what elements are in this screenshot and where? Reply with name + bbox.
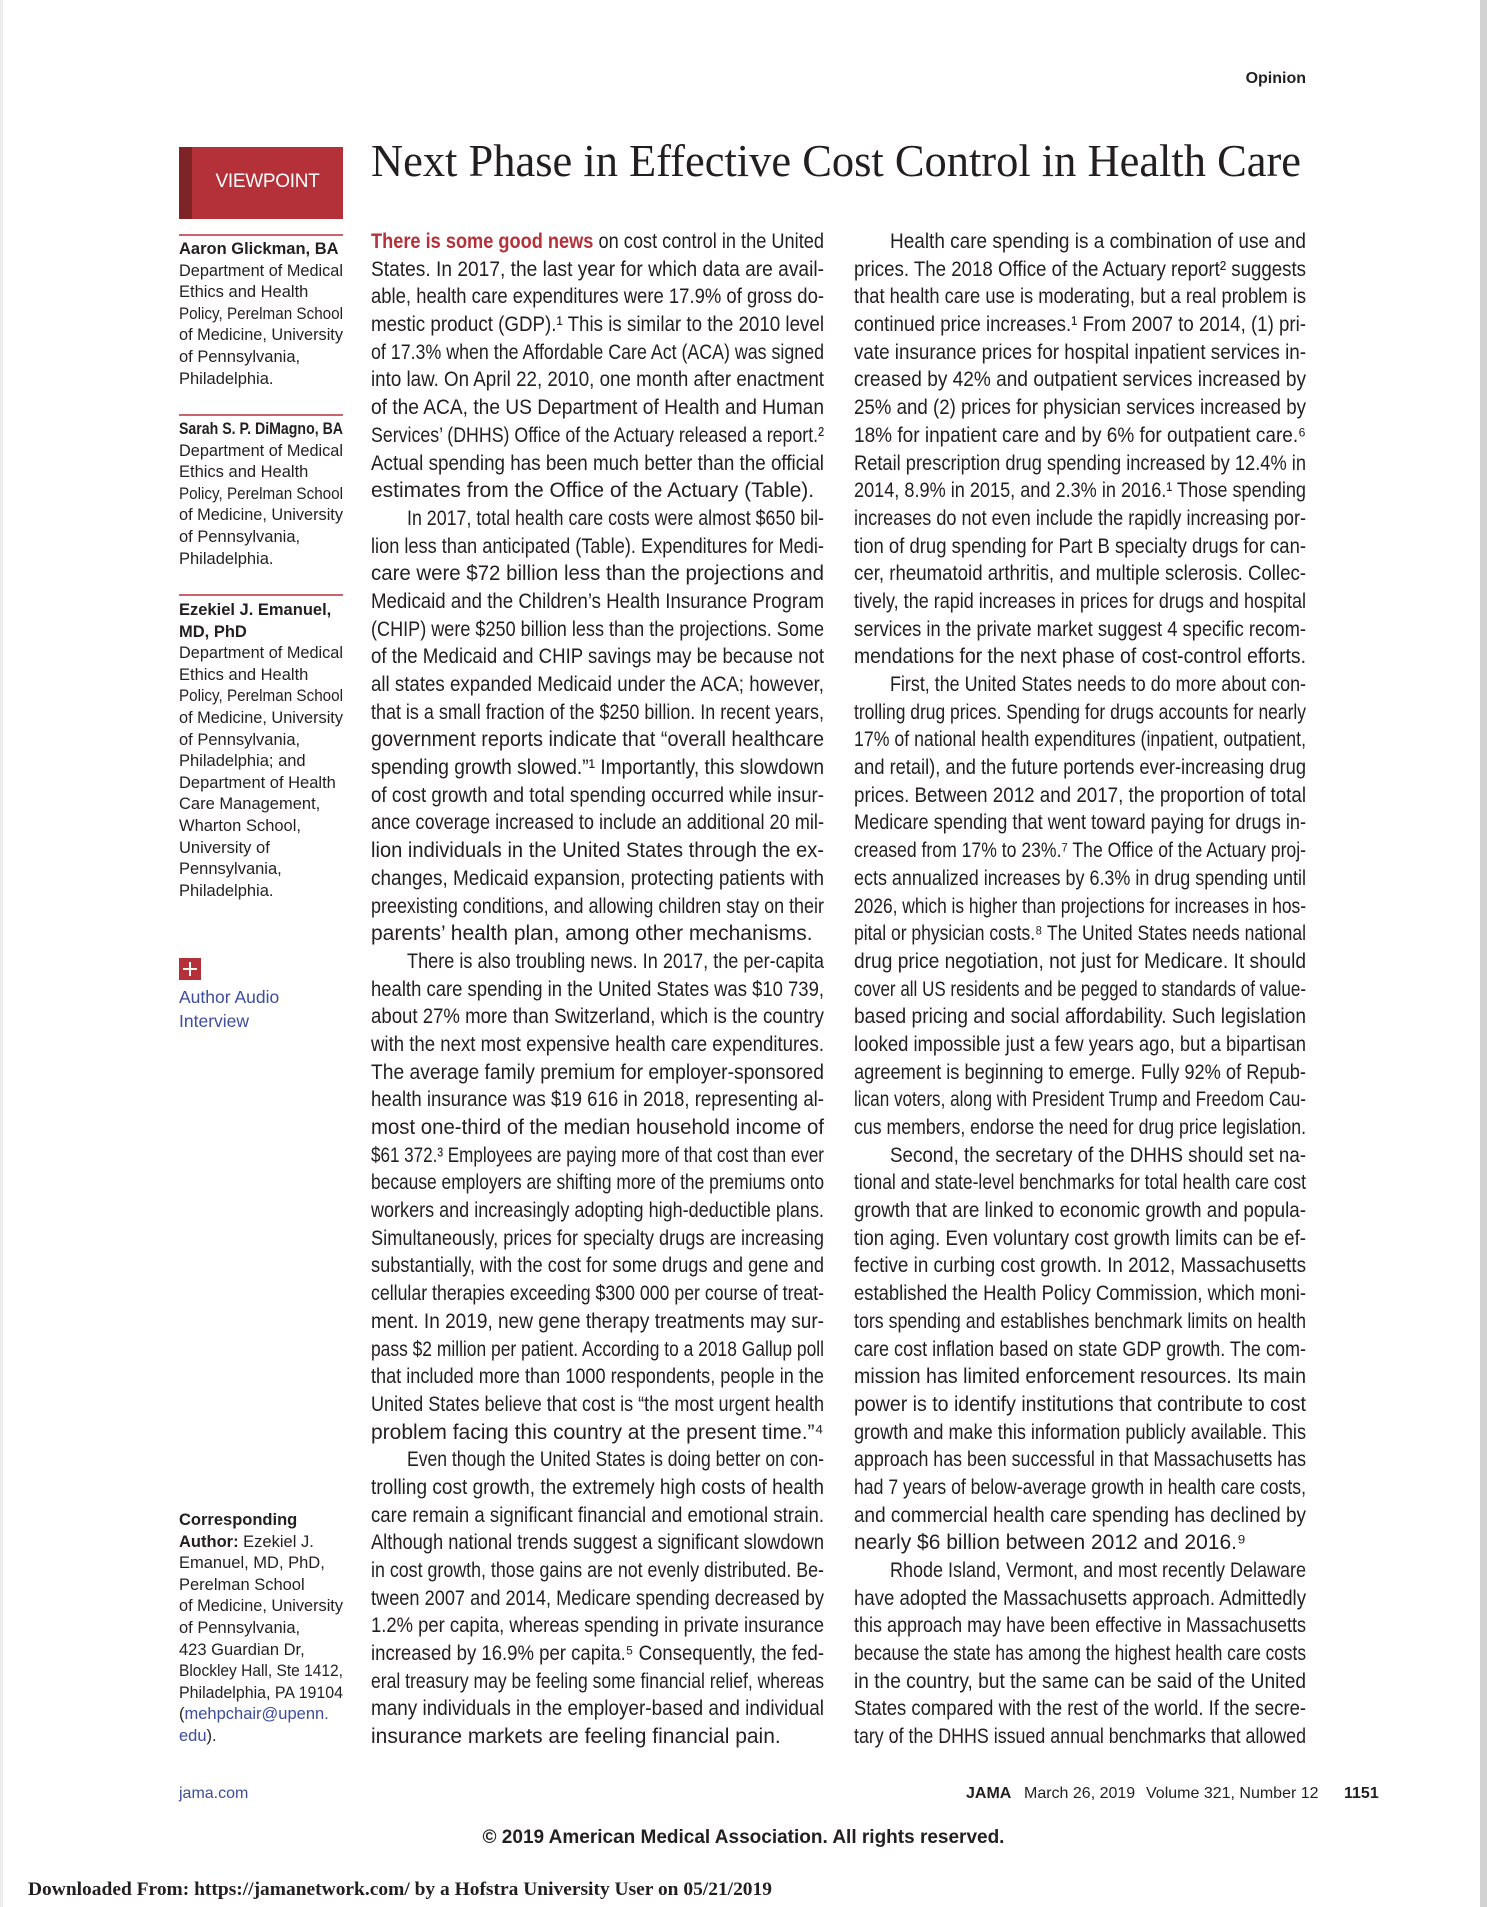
line-text: most one-third of the median household income of: [371, 1116, 824, 1139]
line-text: power is to identify institutions that contribute to cost: [854, 1392, 1306, 1416]
line-text: increases do not even include the rapidly increasing por-: [854, 506, 1306, 530]
line-text: creased from 17% to 23%.⁷ The Office of the Actuary proj-: [854, 839, 1306, 863]
line-text: care remain a significant financial and emotional strain.: [371, 1503, 824, 1527]
line-text: all states expanded Medicaid under the ACA; however,: [371, 673, 824, 696]
plus-icon[interactable]: [179, 958, 201, 980]
text-line: [371, 228, 824, 256]
text-line: [371, 616, 824, 644]
text-line: [854, 976, 1306, 1004]
article-type-badge: [179, 147, 343, 219]
text-line: [371, 1363, 824, 1391]
line-text: United States believe that cost is “the most urgent health: [371, 1392, 824, 1416]
line-text: have adopted the Massachusetts approach. Admittedly: [854, 1586, 1306, 1610]
text-line: [854, 616, 1306, 644]
text-line: [371, 1031, 824, 1059]
line-text: Rhode Island, Vermont, and most recently Delaware: [890, 1559, 1306, 1582]
line-text: care were $72 billion less than the projections and: [371, 562, 824, 586]
text-line: [371, 1086, 824, 1114]
text-line: [371, 837, 824, 865]
text-line: [854, 1114, 1306, 1142]
text-line: [371, 1169, 824, 1197]
text-line: [371, 1252, 824, 1280]
copyright-notice: © 2019 American Medical Association. All rights reserved.: [482, 1827, 1005, 1848]
author-affiliation: Philadelphia.: [179, 549, 274, 568]
line-text: that health care use is moderating, but a real problem is: [854, 285, 1306, 309]
page-number: 1151: [1344, 1785, 1379, 1802]
text-line: [854, 533, 1306, 561]
audio-link-line[interactable]: Author Audio: [179, 987, 280, 1007]
line-text: growth and make this information publicly available. This: [854, 1420, 1306, 1444]
text-line: [371, 256, 824, 284]
line-text: drug price negotiation, not just for Medicare. It should: [854, 949, 1306, 973]
line-text: increased by 16.9% per capita.⁵ Consequently, the fed-: [371, 1642, 824, 1666]
text-line: [371, 1419, 824, 1447]
text-line: [371, 1336, 824, 1364]
text-line: [854, 1668, 1306, 1696]
author-affiliation: Policy, Perelman School: [179, 484, 343, 503]
corresponding-line: Philadelphia, PA 19104: [179, 1683, 343, 1702]
corresponding-author: Corresponding Author: Ezekiel J. Emanuel, MD, PhD, Perelman School of Medicine, University of Pennsylvania, 423 Guardian Dr, Blockley Hall, Ste 1412, Philadelphia, PA 19104 (mehpchair@upenn. edu).: [179, 1510, 353, 1748]
text-line: [371, 1225, 824, 1253]
paragraph: [371, 948, 824, 1446]
line-text: Although national trends suggest a significant slowdown: [371, 1531, 824, 1555]
text-line: [854, 1502, 1306, 1530]
line-text: parents’ health plan, among other mechanisms.: [371, 922, 813, 946]
line-text: 25% and (2) prices for physician services increased by: [854, 396, 1306, 420]
line-text: substantially, with the cost for some drugs and gene and: [371, 1254, 824, 1278]
text-line: [371, 865, 824, 893]
author-name: Sarah S. P. DiMagno, BA: [179, 420, 343, 438]
line-text: because the state has among the highest health care costs: [854, 1642, 1306, 1666]
text-line: [854, 948, 1306, 976]
line-text: changes, Medicaid expansion, protecting patients with: [371, 866, 824, 890]
download-notice: Downloaded From: https://jamanetwork.com/ by a Hofstra University User on 05/21/2019: [28, 1879, 772, 1900]
author-affiliation: Ethics and Health: [179, 283, 309, 302]
line-text: States compared with the rest of the world. If the secre-: [854, 1697, 1306, 1721]
text-line: [854, 1419, 1306, 1447]
text-line: [854, 1640, 1306, 1668]
line-text: ment. In 2019, new gene therapy treatments may sur-: [371, 1309, 824, 1333]
line-text: prices. The 2018 Office of the Actuary report² suggests: [854, 257, 1306, 281]
line-text: care cost inflation based on state GDP growth. The com-: [854, 1337, 1306, 1361]
line-text: eral treasury may be feeling some financial relief, whereas: [371, 1669, 824, 1693]
issue-date: March 26, 2019: [1024, 1785, 1136, 1802]
paragraph: [854, 228, 1306, 671]
line-text: of the ACA, the US Department of Health and Human: [371, 396, 824, 420]
author-affiliation: of Pennsylvania,: [179, 347, 301, 366]
author-affiliation: University of: [179, 838, 270, 857]
line-text: health insurance was $19 616 in 2018, representing al-: [371, 1088, 824, 1112]
email-link[interactable]: mehpchair@upenn.: [184, 1705, 329, 1724]
text-line: [854, 1059, 1306, 1087]
text-line: [854, 1585, 1306, 1613]
text-line: [371, 1640, 824, 1668]
text-line: [854, 893, 1306, 921]
line-text: 1.2% per capita, whereas spending in private insurance: [371, 1614, 824, 1638]
text-line: [890, 1557, 1306, 1585]
author-block: [179, 239, 357, 390]
text-line: [854, 1695, 1306, 1723]
paragraph: [371, 505, 824, 948]
author-affiliation: Pennsylvania,: [179, 860, 282, 879]
text-line: [371, 422, 824, 450]
text-line: [854, 505, 1306, 533]
line-text: lion individuals in the United States through the ex-: [371, 839, 824, 863]
line-text: pass $2 million per patient. According to a 2018 Gallup poll: [371, 1337, 824, 1361]
author-affiliation: of Medicine, University: [179, 326, 343, 345]
text-line: [371, 1612, 824, 1640]
body-column-1: [371, 228, 824, 1751]
text-line: [854, 1197, 1306, 1225]
line-text: on cost control in the United: [593, 230, 824, 253]
text-line: [371, 1474, 824, 1502]
author-divider: [179, 234, 343, 236]
author-affiliation: Philadelphia.: [179, 881, 274, 900]
volume-number: Volume 321, Number 12: [1146, 1785, 1319, 1802]
line-text: growth that are linked to economic growth and popula-: [854, 1199, 1306, 1223]
line-text: fective in curbing cost growth. In 2012, Massachusetts: [854, 1254, 1306, 1278]
line-text: in cost growth, those gains are not evenly distributed. Be-: [371, 1559, 824, 1582]
line-text: cer, rheumatoid arthritis, and multiple sclerosis. Collec-: [854, 562, 1306, 586]
author-affiliation: of Pennsylvania,: [179, 527, 301, 546]
author-affiliation: Department of Medical: [179, 644, 343, 663]
line-text: $61 372.³ Employees are paying more of that cost than ever: [371, 1143, 824, 1167]
text-line: [371, 1723, 824, 1751]
line-text: In 2017, total health care costs were almost $650 bil-: [407, 506, 824, 530]
author-name: Aaron Glickman, BA: [179, 240, 339, 258]
author-affiliation: Wharton School,: [179, 816, 301, 835]
text-line: [854, 1252, 1306, 1280]
text-line: [854, 1474, 1306, 1502]
line-text: lican voters, along with President Trump and Freedom Cau-: [854, 1088, 1306, 1112]
text-line: [371, 394, 824, 422]
text-line: [371, 1585, 824, 1613]
text-line: [854, 1336, 1306, 1364]
author-affiliation: Policy, Perelman School: [179, 304, 343, 323]
line-text: spending growth slowed.”¹ Importantly, this slowdown: [371, 756, 824, 780]
text-line: [371, 1059, 824, 1087]
line-text: tors spending and establishes benchmark limits on health: [854, 1309, 1306, 1333]
text-line: [371, 533, 824, 561]
corresponding-line: of Medicine, University: [179, 1597, 343, 1616]
line-text: nearly $6 billion between 2012 and 2016.⁹: [854, 1531, 1246, 1555]
line-text: Health care spending is a combination of use and: [890, 230, 1306, 253]
journal-name: JAMA: [966, 1785, 1012, 1802]
badge-strip: [179, 147, 192, 219]
line-text: mendations for the next phase of cost-control efforts.: [854, 645, 1306, 669]
author-affiliation: of Medicine, University: [179, 506, 343, 525]
text-line: [854, 1225, 1306, 1253]
line-text: Retail prescription drug spending increased by 12.4% in: [854, 451, 1306, 475]
author-name: MD, PhD: [179, 622, 247, 641]
line-text: continued price increases.¹ From 2007 to 2014, (1) pri-: [854, 313, 1306, 337]
line-text: Services’ (DHHS) Office of the Actuary released a report.²: [371, 423, 824, 447]
text-line: [854, 1391, 1306, 1419]
line-text: tion aging. Even voluntary cost growth limits can be ef-: [854, 1226, 1306, 1250]
line-text: 2014, 8.9% in 2015, and 2.3% in 2016.¹ Those spending: [854, 479, 1306, 503]
line-text: tional and state-level benchmarks for total health care cost: [854, 1171, 1306, 1195]
line-text: 17% of national health expenditures (inpatient, outpatient,: [854, 728, 1306, 752]
line-text: approach has been successful in that Massachusetts has: [854, 1448, 1306, 1472]
author-affiliation: Department of Medical: [179, 441, 343, 460]
line-text: There is also troubling news. In 2017, the per-capita: [407, 949, 824, 973]
text-line: [371, 782, 824, 810]
text-line: [854, 450, 1306, 478]
paragraph: [854, 1557, 1306, 1751]
text-line: [854, 283, 1306, 311]
line-text: ance coverage increased to include an additional 20 mil-: [371, 811, 824, 835]
text-line: [854, 1529, 1306, 1557]
section-label: Opinion: [1245, 70, 1306, 87]
line-text: Medicaid and the Children’s Health Insurance Program: [371, 589, 824, 613]
line-text: able, health care expenditures were 17.9% of gross do-: [371, 285, 824, 309]
text-line: [371, 699, 824, 727]
line-text: health care spending in the United States was $10 739,: [371, 977, 824, 1001]
text-line: [890, 671, 1306, 699]
line-text: because employers are shifting more of the premiums onto: [371, 1171, 824, 1195]
text-line: [407, 948, 824, 976]
author-affiliation: Philadelphia; and: [179, 752, 306, 771]
corresponding-line: 423 Guardian Dr,: [179, 1640, 305, 1659]
line-text: into law. On April 22, 2010, one month after enactment: [371, 368, 824, 392]
line-text: of the Medicaid and CHIP savings may be because not: [371, 645, 824, 669]
article-title: Next Phase in Effective Cost Control in Health Care: [371, 135, 1301, 186]
line-text: prices. Between 2012 and 2017, the proportion of total: [854, 783, 1306, 807]
paragraph: [371, 1446, 824, 1751]
text-line: [854, 643, 1306, 671]
corresponding-line: Ezekiel J.: [243, 1532, 314, 1551]
article-type-label: VIEWPOINT: [215, 171, 320, 192]
text-line: [371, 671, 824, 699]
text-line: [371, 1142, 824, 1170]
text-line: [371, 1308, 824, 1336]
paragraph: [854, 1142, 1306, 1557]
line-text: Even though the United States is doing better on con-: [407, 1448, 824, 1472]
line-text: trolling drug prices. Spending for drugs accounts for nearly: [854, 700, 1306, 724]
line-text: insurance markets are feeling financial pain.: [371, 1725, 781, 1749]
author-affiliation: Policy, Perelman School: [179, 687, 343, 706]
line-text: 2026, which is higher than projections for increases in hos-: [854, 894, 1306, 918]
corresponding-line: Perelman School: [179, 1575, 305, 1594]
text-line: [854, 339, 1306, 367]
text-line: [371, 643, 824, 671]
line-text: problem facing this country at the present time.”⁴: [371, 1420, 824, 1444]
author-affiliation: Ethics and Health: [179, 665, 309, 684]
line-text: (CHIP) were $250 billion less than the projections. Some: [371, 617, 824, 641]
text-line: [371, 920, 824, 948]
line-text: of cost growth and total spending occurred while insur-: [371, 783, 824, 807]
author-affiliation: of Pennsylvania,: [179, 730, 301, 749]
text-line: [371, 1391, 824, 1419]
line-text: Medicare spending that went toward paying for drugs in-: [854, 811, 1306, 835]
lead-in: There is some good news: [371, 230, 594, 253]
corresponding-line: Blockley Hall, Ste 1412,: [179, 1662, 343, 1681]
line-text: pital or physician costs.⁸ The United States needs national: [854, 922, 1306, 946]
audio-link-line[interactable]: Interview: [179, 1011, 250, 1031]
line-text: tion of drug spending for Part B specialty drugs for can-: [854, 534, 1306, 558]
text-line: [854, 560, 1306, 588]
corresponding-line: Emanuel, MD, PhD,: [179, 1554, 325, 1573]
line-text: Second, the secretary of the DHHS should set na-: [890, 1143, 1306, 1167]
text-line: [371, 976, 824, 1004]
text-line: [854, 256, 1306, 284]
email-link[interactable]: edu: [179, 1726, 207, 1745]
text-line: [854, 726, 1306, 754]
line-text: vate insurance prices for hospital inpatient services in-: [854, 340, 1306, 364]
site-link[interactable]: jama.com: [179, 1785, 249, 1802]
line-text: lion less than anticipated (Table). Expenditures for Medi-: [371, 534, 824, 558]
text-line: [854, 1280, 1306, 1308]
text-line: [371, 754, 824, 782]
author-affiliation: Department of Health: [179, 773, 336, 792]
line-text: that included more than 1000 respondents, people in the: [371, 1365, 824, 1389]
line-text: that is a small fraction of the $250 billion. In recent years,: [371, 700, 824, 724]
line-text: estimates from the Office of the Actuary (Table).: [371, 479, 815, 503]
corresponding-label: Author:: [179, 1532, 239, 1551]
line-text: services in the private market suggest 4 specific recom-: [854, 617, 1306, 641]
text-line: [854, 588, 1306, 616]
text-line: [371, 560, 824, 588]
text-line: [371, 809, 824, 837]
text-line: [371, 283, 824, 311]
text-line: [854, 699, 1306, 727]
text-line: [371, 311, 824, 339]
line-text: this approach may have been effective in Massachusetts: [854, 1614, 1306, 1638]
line-text: looked impossible just a few years ago, but a bipartisan: [854, 1032, 1306, 1056]
line-text: tary of the DHHS issued annual benchmarks that allowed: [854, 1725, 1306, 1749]
author-block: [179, 419, 370, 570]
line-text: mission has limited enforcement resources. Its main: [854, 1365, 1306, 1389]
text-line: [854, 809, 1306, 837]
text-line: [854, 1003, 1306, 1031]
text-line: [854, 920, 1306, 948]
text-line: [371, 1197, 824, 1225]
line-text: The average family premium for employer-sponsored: [371, 1060, 824, 1084]
text-line: [854, 782, 1306, 810]
text-line: [854, 1031, 1306, 1059]
line-text: preexisting conditions, and allowing children stay on their: [371, 894, 824, 918]
text-line: [890, 228, 1306, 256]
line-text: established the Health Policy Commission, which moni-: [854, 1282, 1306, 1306]
text-line: [890, 1142, 1306, 1170]
line-text: workers and increasingly adopting high-deductible plans.: [371, 1199, 824, 1223]
text-line: [371, 588, 824, 616]
author-audio-interview-link[interactable]: [179, 985, 279, 1033]
author-affiliation: Ethics and Health: [179, 463, 309, 482]
text-line: [854, 311, 1306, 339]
author-affiliation: Care Management,: [179, 795, 321, 814]
author-affiliation: Department of Medical: [179, 261, 343, 280]
corresponding-label: Corresponding: [179, 1511, 298, 1529]
text-line: [854, 477, 1306, 505]
text-line: [854, 422, 1306, 450]
line-text: trolling cost growth, the extremely high costs of health: [371, 1475, 824, 1499]
line-text: agreement is beginning to emerge. Fully 92% of Repub-: [854, 1060, 1306, 1084]
text-line: [371, 1557, 824, 1585]
author-affiliation: Philadelphia.: [179, 369, 274, 388]
text-line: [854, 865, 1306, 893]
text-line: [371, 1003, 824, 1031]
text-line: [371, 450, 824, 478]
text-line: [371, 1502, 824, 1530]
line-text: States. In 2017, the last year for which data are avail-: [371, 257, 824, 281]
line-text: government reports indicate that “overall healthcare: [371, 728, 824, 752]
text-line: [371, 477, 824, 505]
line-text: about 27% more than Switzerland, which is the country: [371, 1005, 824, 1029]
line-text: and retail), and the future portends ever-increasing drug: [854, 756, 1306, 780]
text-line: [854, 754, 1306, 782]
line-text: mestic product (GDP).¹ This is similar to the 2010 level: [371, 313, 824, 337]
body-column-2: [854, 228, 1306, 1751]
line-text: tively, the rapid increases in prices for drugs and hospital: [854, 589, 1306, 613]
text-line: [371, 1280, 824, 1308]
text-line: [854, 1612, 1306, 1640]
line-text: 18% for inpatient care and by 6% for outpatient care.⁶: [854, 423, 1306, 447]
author-divider: [179, 414, 343, 416]
text-line: [854, 1363, 1306, 1391]
text-line: [854, 1723, 1306, 1751]
text-line: [854, 1086, 1306, 1114]
line-text: cellular therapies exceeding $300 000 per course of treat-: [371, 1282, 824, 1306]
text-line: [371, 366, 824, 394]
text-line: [371, 1695, 824, 1723]
corresponding-line: of Pennsylvania,: [179, 1618, 301, 1637]
page-edge-left: [0, 0, 3, 1907]
text-line: [407, 1446, 824, 1474]
line-text: ects annualized increases by 6.3% in drug spending until: [854, 866, 1306, 890]
line-text: with the next most expensive health care expenditures.: [371, 1032, 824, 1056]
text-line: [854, 837, 1306, 865]
line-text: many individuals in the employer-based and individual: [371, 1697, 824, 1721]
paragraph: [371, 228, 824, 505]
line-text: of 17.3% when the Affordable Care Act (ACA) was signed: [371, 340, 824, 364]
line-text: Simultaneously, prices for specialty drugs are increasing: [371, 1226, 824, 1250]
author-name: Ezekiel J. Emanuel,: [179, 601, 332, 619]
line-text: and commercial health care spending has declined by: [854, 1503, 1306, 1527]
text-line: [371, 726, 824, 754]
line-text: cus members, endorse the need for drug price legislation.: [854, 1116, 1306, 1139]
line-text: First, the United States needs to do more about con-: [890, 673, 1306, 696]
author-affiliation: of Medicine, University: [179, 708, 343, 727]
line-text: creased by 42% and outpatient services increased by: [854, 368, 1306, 392]
line-text: cover all US residents and be pegged to standards of value-: [854, 977, 1306, 1001]
text-line: [371, 1668, 824, 1696]
paragraph: [854, 671, 1306, 1142]
text-line: [371, 1529, 824, 1557]
line-text: in the country, but the same can be said of the United: [854, 1669, 1306, 1693]
line-text: based pricing and social affordability. Such legislation: [854, 1005, 1306, 1029]
text-line: [854, 1446, 1306, 1474]
line-text: Actual spending has been much better than the official: [371, 451, 824, 475]
text-line: [854, 1169, 1306, 1197]
text-line: [854, 394, 1306, 422]
text-line: [854, 366, 1306, 394]
author-divider: [179, 594, 343, 596]
author-block: [179, 600, 357, 902]
text-line: [371, 893, 824, 921]
line-text: had 7 years of below-average growth in health care costs,: [854, 1475, 1306, 1499]
text-line: [371, 339, 824, 367]
line-text: tween 2007 and 2014, Medicare spending decreased by: [371, 1586, 824, 1610]
scrollbar-track[interactable]: [1480, 0, 1487, 1907]
text-line: [371, 1114, 824, 1142]
text-line: [407, 505, 824, 533]
text-line: [854, 1308, 1306, 1336]
